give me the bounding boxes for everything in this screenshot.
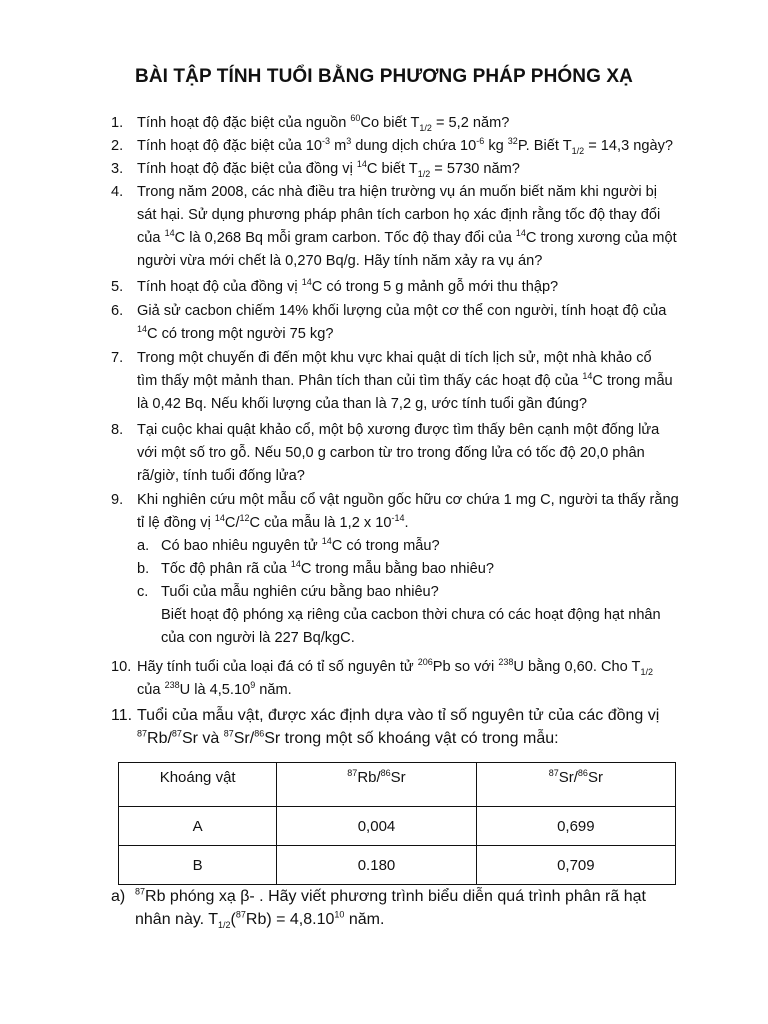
cell-mineral: B [119, 846, 277, 885]
header-mineral: Khoáng vật [119, 763, 277, 807]
question-number: 5. [111, 279, 124, 295]
cell-rb-sr: 0,004 [277, 807, 476, 846]
cell-rb-sr: 0.180 [277, 846, 476, 885]
question-number: 11. [111, 707, 133, 724]
document-page: BÀI TẬP TÍNH TUỔI BẰNG PHƯƠNG PHÁP PHÓNG XẠ 1. Tính hoạt độ đặc biệt của nguồn $^{60}$Co biết $T_{1/2} = 5,2$ năm? 2. Tính hoạt độ đặc biệt của $10^{-3}$ $m^3$ dung dịch chứa $10^{-6}$ kg $^{32}$P. Biết $T_{1/2} = 14,3$ ngày? 3. Tính hoạt độ đặc biệt của đồng vị $^{14}$C biết $T_{1/2} = 5730$ năm? 4. Trong năm 2008, các nhà điều tra hiện trường vụ án muốn biết năm khi người bị sát hại. Sử dụng phương pháp phân tích carbon họ xác định rằng tốc độ thay đổi của $^{14}$C là 0,268 Bq mỗi gram carbon. Tốc độ thay đổi của $^{14}$C trong xương của một người vừa mới chết là 0,270 Bq/g. Hãy tính năm xảy ra vụ án? 5. Tính hoạt độ của đồng vị $^{14}$C có trong 5 g mảnh gỗ mới thu thập? 6. Giả sử cacbon chiếm 14% khối lượng của một cơ thể con người, tính hoạt độ của $^{14}$C có trong một người 75 kg? 7. Trong một chuyến đi đến một khu vực khai quật di tích lịch sử, một nhà khảo cổ tìm thấy một mảnh than. Phân tích than củi tìm thấy các hoạt độ của $^{14}$C trong mẫu là 0,42 Bq. Nếu khối lượng của than là 7,2 g, ước tính tuổi gần đúng? 8. Tại cuộc khai quật khảo cổ, một bộ xương được tìm thấy bên cạnh một đống lửa với một số tro gỗ. Nếu 50,0 g carbon từ tro trong đống lửa có tốc độ 20,0 phân rã/giờ, tính tuổi đống lửa? 9. Khi nghiên cứu một mẫu cổ vật nguồn gốc hữu cơ chứa 1 mg C, người ta thấy rằng tỉ lệ đồng vị $^{14}$C/$^{12}$C của mẫu là 1,2 x $10^{-14}$. a. Có bao nhiêu nguyên tử $^{14}$C có trong mẫu? b. Tốc độ phân rã của $^{14}$C trong mẫu bằng bao nhiêu? c. Tuổi của mẫu nghiên cứu bằng bao nhiêu? Biết hoạt độ phóng xạ riêng của cacbon thời chưa có các hoạt động hạt nhân của con người là 227 Bq/kgC. 10. Hãy tính tuổi của loại đá có tỉ số nguyên tử $^{206}$Pb so với $^{238}$U bằng 0,60. Cho $T_{1/2}$ của $^{238}$U là 4,5.10$^9$ năm. 11. Tuổi của mẫu vật, được xác định dựa vào tỉ số nguyên tử của các đồng vị $^{87}$Rb/$^{87}$Sr và $^{87}$Sr/$^{86}$Sr trong một số khoáng vật có trong mẫu: Khoáng vật $^{87}$Rb/$^{86}$Sr $^{87}$Sr/$^{86}$Sr A 0,004 0,699 B 0.180 0,709 a) $^{87}$Rb phóng xạ β- . Hãy viết phương trình biểu diễn quá trình phân rã hạt nhân này. $T_{1/2}(^{87}Rb) = 4,8.10^{10}$ năm. [0, 0, 768, 1024]
question-number: 2. [111, 138, 124, 154]
table-row [119, 807, 676, 846]
question-number: 8. [111, 422, 124, 438]
question-number: 6. [111, 303, 124, 319]
header-rb-sr: $^{87}$Rb/$^{86}$Sr [277, 763, 476, 807]
cell-mineral: A [119, 807, 277, 846]
question-label: a) [111, 888, 126, 905]
question-number: 9. [111, 492, 124, 508]
sub-question-a: a. Có bao nhiêu nguyên tử $^{14}$C có trong mẫu? [137, 536, 440, 554]
question-number: 3. [111, 161, 124, 177]
sub-question-b: b. Tốc độ phân rã của $^{14}$C trong mẫu bằng bao nhiêu? [137, 559, 494, 577]
cell-sr-sr: 0,699 [476, 807, 675, 846]
question-number: 1. [111, 115, 124, 131]
mineral-ratio-table [118, 762, 676, 885]
table-header-row [119, 763, 676, 807]
question-number: 4. [111, 184, 124, 200]
sub-question-c: c. Tuổi của mẫu nghiên cứu bằng bao nhiêu? [137, 584, 439, 600]
table-row [119, 846, 676, 885]
page-title: BÀI TẬP TÍNH TUỔI BẰNG PHƯƠNG PHÁP PHÓNG XẠ [135, 66, 633, 87]
cell-sr-sr: 0,709 [476, 846, 675, 885]
question-number: 7. [111, 350, 124, 366]
header-sr-sr: $^{87}$Sr/$^{86}$Sr [476, 763, 675, 807]
question-number: 10. [111, 659, 132, 675]
